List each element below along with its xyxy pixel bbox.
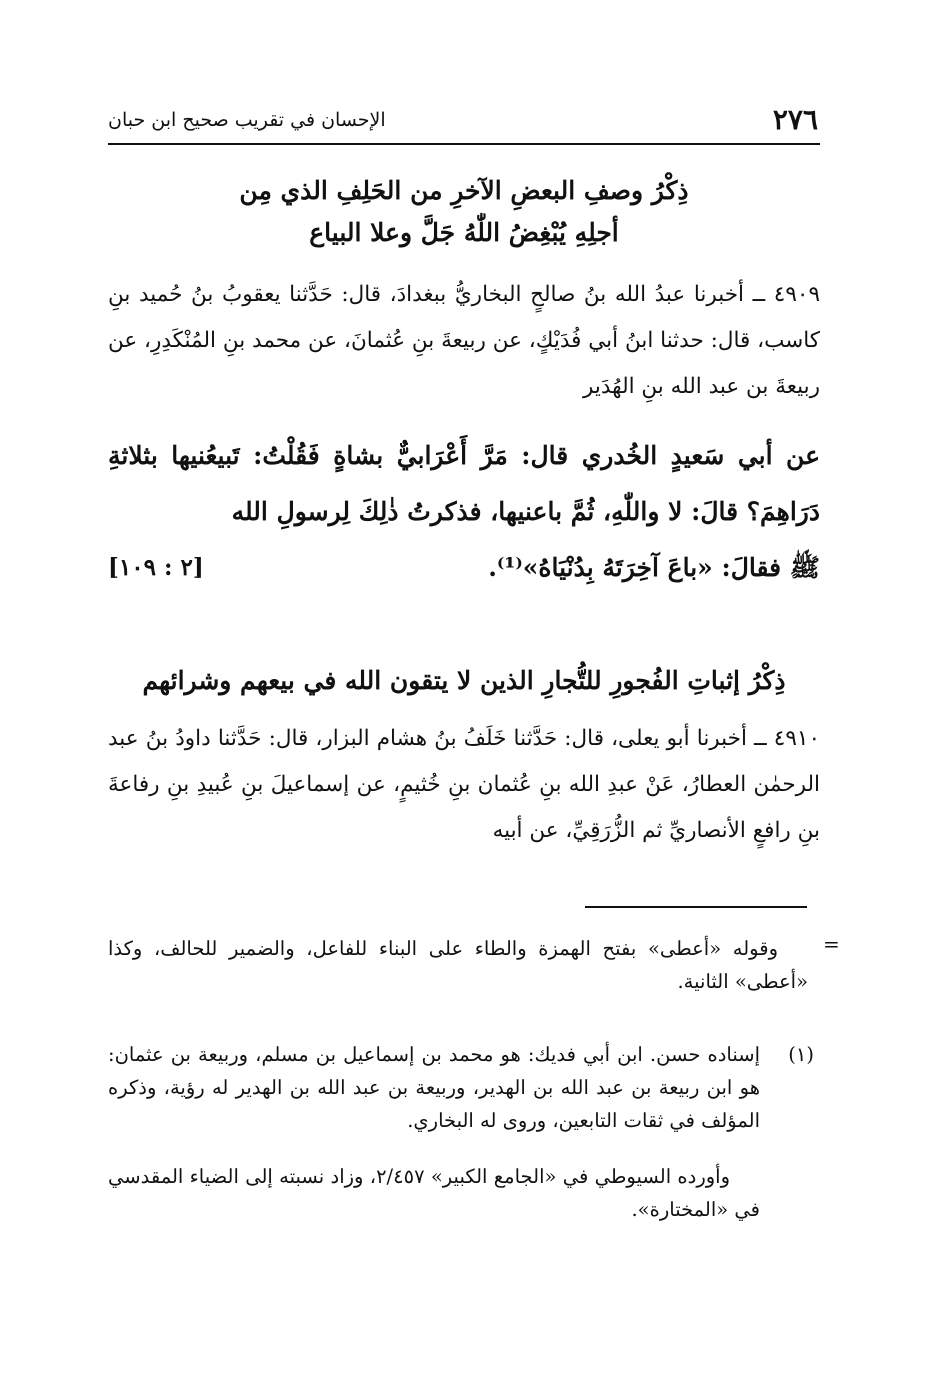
matn-text: عن أبي سَعيدٍ الخُدري قال: مَرَّ أَعْرَابيٌّ بشاةٍ فَقُلْتُ: تَبيعُنيها بثلاثةِ دَرَاهِمَ؟ قالَ: لا واللّٰهِ، ثُمَّ باعنيها، فذكرتُ ذٰلِكَ لِرسولِ الله xyxy=(108,441,820,526)
footnote-1-label: (١) xyxy=(788,1043,814,1066)
hadith-4909-matn xyxy=(108,428,820,596)
hadith-4909-isnad: ٤٩٠٩ ــ أخبرنا عبدُ الله بنُ صالحٍ البخاريُّ ببغدادَ، قال: حَدَّثنا يعقوبُ بنُ حُميد بنِ كاسب، قال: حدثنا ابنُ أبي فُدَيْكٍ، عن ربيعةَ بنِ عُثمانَ، عن محمد بنِ المُنْكَدِرِ، عن ربيعةَ بن عبد الله بنِ الهُدَير xyxy=(108,282,820,399)
chapter-heading-1 xyxy=(108,170,820,254)
chapter-heading-2: ذِكْرُ إثباتِ الفُجورِ للتُّجارِ الذين لا يتقون الله في بيعهم وشرائهم xyxy=(142,666,786,695)
matn-last-line xyxy=(108,540,820,596)
page-number: ٢٧٦ xyxy=(772,103,818,136)
page-header xyxy=(108,100,818,140)
hadith-reference: [٢ : ١٠٩] xyxy=(108,554,204,581)
footnote-1-text: إسناده حسن. ابن أبي فديك: هو محمد بن إسماعيل بن مسلم، وربيعة بن عثمان: هو ابن ربيعة بن عبد الله بن الهدير، وربيعة بن عبد الله بن الهدير له رؤية، وذكره المؤلف في ثقات التابعين، وروى له البخاري. xyxy=(108,1043,760,1132)
running-title: الإحسان في تقريب صحيح ابن حبان xyxy=(108,109,386,131)
footnote-continuation: وقوله «أعطى» بفتح الهمزة والطاء على البناء للفاعل، والضمير للحالف، وكذا «أعطى» الثانية. xyxy=(108,937,808,993)
heading-line-1: ذِكْرُ وصفِ البعضِ الآخرِ من الحَلِفِ الذي مِن xyxy=(239,176,689,205)
hadith-4910-isnad: ٤٩١٠ ــ أخبرنا أبو يعلى، قال: حَدَّثنا خَلَفُ بنُ هشام البزار، قال: حَدَّثنا داودُ بنُ عبد الرحمٰن العطارُ، عَنْ عبدِ الله بنِ عُثمان بنِ خُثيمٍ، عن إسماعيلَ بنِ عُبيدِ بنِ رفاعةَ بنِ رافعٍ الأنصاريِّ ثم الزُّرَقِيِّ، عن أبيه xyxy=(108,726,820,843)
header-rule xyxy=(108,143,820,145)
matn-ending: ﷺ فقالَ: «باعَ آخِرَتَهُ بِدُنْيَاهُ»⁽¹⁾. xyxy=(488,553,820,582)
footnote-1-continued xyxy=(108,1160,808,1226)
continuation-mark: = xyxy=(823,932,840,956)
footnote-1 xyxy=(108,1038,814,1137)
footnote-separator xyxy=(585,906,807,908)
heading-line-2: أجلِهِ يُبْغِضُ اللّٰهُ جَلَّ وعلا البياع xyxy=(309,218,619,247)
footnote-1-source: وأورده السيوطي في «الجامع الكبير» ٢/٤٥٧، وزاد نسبته إلى الضياء المقدسي في «المختارة». xyxy=(108,1165,760,1221)
